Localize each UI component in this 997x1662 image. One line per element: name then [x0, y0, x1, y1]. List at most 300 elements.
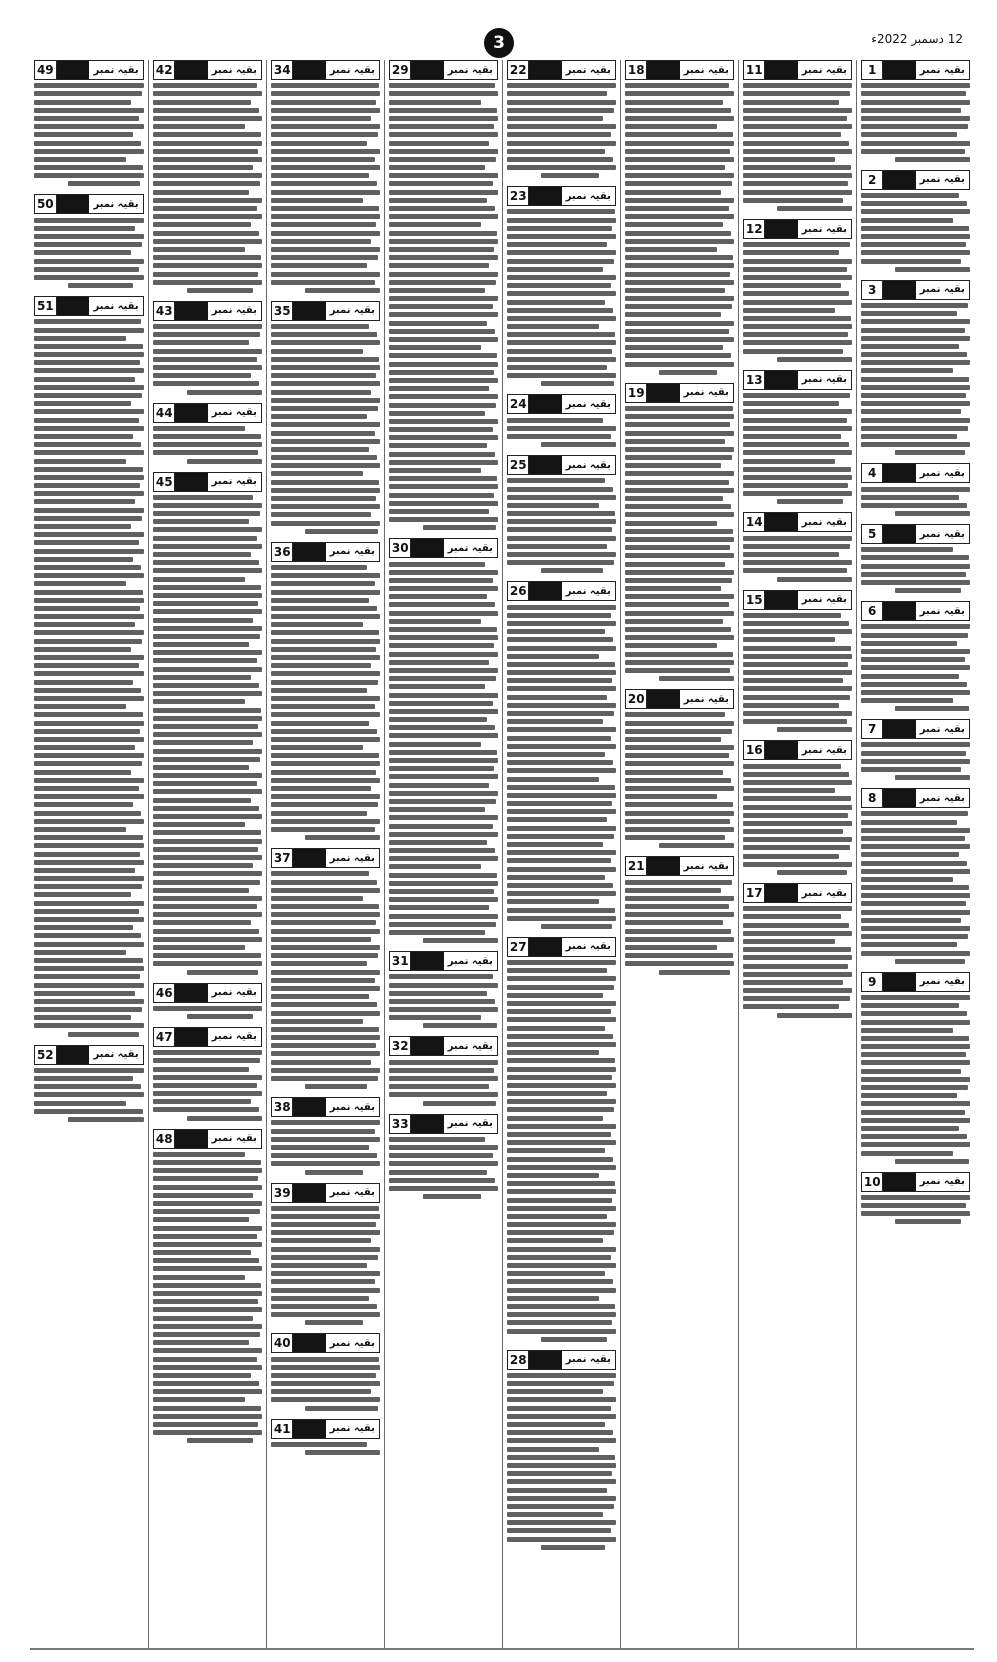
text-line	[271, 365, 380, 370]
text-line	[743, 198, 843, 203]
text-line	[625, 83, 729, 88]
notice-header	[389, 1036, 498, 1056]
text-line	[34, 1007, 142, 1012]
text-line	[389, 116, 498, 121]
notice-label: بقیہ نمبر	[798, 513, 852, 531]
text-line	[389, 452, 495, 457]
notice-label: بقیہ نمبر	[326, 61, 380, 79]
text-line	[861, 250, 970, 255]
text-line	[861, 409, 961, 414]
notice-label: بقیہ نمبر	[326, 1184, 380, 1202]
text-line	[861, 951, 970, 956]
text-line	[507, 1222, 616, 1227]
text-line	[389, 922, 496, 927]
notice-36	[271, 542, 380, 840]
text-line	[271, 1304, 377, 1309]
notice-black-bar	[765, 884, 797, 902]
text-line	[861, 124, 968, 129]
text-line	[153, 658, 257, 663]
text-line	[625, 819, 730, 824]
text-line	[507, 976, 616, 981]
notice-header	[34, 194, 144, 214]
notice-header	[743, 219, 852, 239]
text-line	[861, 901, 966, 906]
notice-label: بقیہ نمبر	[562, 187, 616, 205]
text-line	[659, 370, 717, 375]
text-line	[34, 991, 135, 996]
text-line	[153, 740, 253, 745]
text-line	[271, 1230, 380, 1235]
text-line	[861, 690, 970, 695]
text-line	[861, 1020, 970, 1025]
notice-header	[271, 60, 380, 80]
text-line	[153, 1258, 259, 1263]
notice-number: 31	[390, 952, 411, 970]
text-line	[507, 891, 616, 896]
text-line	[153, 961, 262, 966]
notice-black-bar	[765, 513, 797, 531]
text-line	[34, 1068, 144, 1073]
text-line	[507, 1214, 607, 1219]
text-line	[507, 727, 616, 732]
text-line	[507, 993, 603, 998]
text-line	[271, 1161, 380, 1166]
notice-black-bar	[293, 1420, 325, 1438]
text-line	[625, 173, 734, 178]
text-line	[861, 641, 957, 646]
text-line	[507, 124, 616, 129]
notice-number: 36	[272, 543, 293, 561]
text-line	[153, 1291, 262, 1296]
notice-body-text	[743, 536, 852, 582]
notice-number: 4	[862, 464, 883, 482]
text-line	[389, 157, 496, 162]
text-line	[389, 149, 498, 154]
text-line	[187, 288, 253, 293]
text-line	[389, 165, 485, 170]
text-line	[389, 1092, 498, 1097]
text-line	[34, 434, 133, 439]
notice-label: بقیہ نمبر	[208, 61, 262, 79]
text-line	[861, 434, 957, 439]
text-line	[34, 753, 144, 758]
text-line	[541, 1337, 607, 1342]
text-line	[743, 190, 852, 195]
text-line	[34, 557, 133, 562]
text-line	[507, 752, 605, 757]
text-line	[389, 411, 485, 416]
text-line	[34, 1023, 144, 1028]
text-line	[153, 1406, 261, 1411]
notice-14	[743, 512, 852, 581]
text-line	[743, 283, 841, 288]
notice-body-text	[625, 712, 734, 848]
text-line	[34, 165, 143, 170]
notice-black-bar	[175, 473, 207, 491]
notice-header	[271, 1333, 380, 1353]
notice-number: 40	[272, 1334, 293, 1352]
notice-body-text	[271, 871, 380, 1089]
text-line	[625, 611, 734, 616]
text-line	[153, 1283, 261, 1288]
notice-black-bar	[411, 1115, 443, 1133]
text-line	[743, 703, 839, 708]
text-line	[507, 719, 603, 724]
text-line	[507, 875, 605, 880]
text-line	[34, 581, 126, 586]
notice-25	[507, 455, 616, 573]
text-line	[187, 970, 258, 975]
notice-header	[743, 512, 852, 532]
notice-black-bar	[57, 61, 89, 79]
text-line	[625, 362, 734, 367]
notice-number: 19	[626, 384, 647, 402]
notice-number: 6	[862, 602, 883, 620]
text-line	[861, 682, 967, 687]
notice-body-text	[743, 613, 852, 733]
text-line	[389, 693, 498, 698]
notice-black-bar	[175, 61, 207, 79]
notice-header	[507, 60, 616, 80]
text-line	[153, 577, 245, 582]
text-line	[861, 649, 970, 654]
notice-body-text	[507, 960, 616, 1342]
text-line	[271, 149, 380, 154]
text-line	[271, 422, 380, 427]
text-line	[271, 390, 371, 395]
text-line	[389, 733, 498, 738]
text-line	[743, 678, 843, 683]
notice-label: بقیہ نمبر	[208, 1130, 262, 1148]
notice-black-bar	[293, 61, 325, 79]
notice-black-bar	[529, 456, 561, 474]
text-line	[861, 116, 970, 121]
notice-number: 16	[744, 741, 765, 759]
text-line	[743, 837, 852, 842]
notice-24	[507, 394, 616, 447]
column-1	[856, 60, 974, 1650]
notice-header	[34, 60, 144, 80]
notice-number: 2	[862, 171, 883, 189]
text-line	[34, 655, 144, 660]
text-line	[153, 181, 260, 186]
text-line	[34, 267, 139, 272]
text-line	[861, 193, 959, 198]
text-line	[153, 880, 260, 885]
text-line	[34, 688, 141, 693]
text-line	[153, 855, 262, 860]
text-line	[34, 860, 144, 865]
notice-label: بقیہ نمبر	[916, 602, 970, 620]
text-line	[305, 835, 380, 840]
text-line	[507, 132, 611, 137]
notice-number: 7	[862, 720, 883, 738]
text-line	[743, 629, 852, 634]
text-line	[271, 100, 376, 105]
text-line	[34, 876, 144, 881]
text-line	[271, 1214, 380, 1219]
text-line	[507, 209, 615, 214]
text-line	[861, 218, 953, 223]
text-line	[389, 889, 494, 894]
text-line	[507, 357, 616, 362]
text-line	[153, 618, 253, 623]
text-line	[861, 893, 970, 898]
text-line	[389, 701, 493, 706]
text-line	[507, 283, 611, 288]
notice-black-bar	[293, 1334, 325, 1352]
text-line	[389, 427, 493, 432]
notice-black-bar	[175, 302, 207, 320]
text-line	[861, 344, 959, 349]
text-line	[625, 345, 723, 350]
text-line	[153, 381, 259, 386]
text-line	[153, 442, 262, 447]
notice-4	[861, 463, 970, 516]
notice-number: 1	[862, 61, 883, 79]
text-line	[625, 594, 734, 599]
text-line	[625, 329, 729, 334]
notice-43	[153, 301, 262, 395]
text-line	[625, 961, 734, 966]
text-line	[153, 937, 262, 942]
text-line	[507, 1479, 616, 1484]
text-line	[625, 480, 729, 485]
footer-rule	[30, 1648, 974, 1650]
text-line	[34, 704, 126, 709]
text-line	[153, 749, 262, 754]
text-line	[625, 247, 717, 252]
text-line	[861, 352, 967, 357]
text-line	[743, 780, 852, 785]
text-line	[507, 858, 611, 863]
text-line	[507, 1296, 599, 1301]
notice-29	[389, 60, 498, 530]
notice-label: بقیہ نمبر	[798, 741, 852, 759]
text-line	[153, 1316, 253, 1321]
text-line	[271, 1035, 380, 1040]
text-line	[861, 209, 970, 214]
text-line	[153, 340, 249, 345]
text-line	[743, 181, 848, 186]
text-line	[507, 899, 599, 904]
text-line	[507, 1512, 603, 1517]
text-line	[861, 503, 967, 508]
text-line	[625, 198, 734, 203]
text-line	[625, 272, 730, 277]
text-line	[743, 670, 852, 675]
text-line	[507, 1463, 616, 1468]
text-line	[271, 937, 371, 942]
notice-number: 44	[154, 404, 175, 422]
notice-number: 17	[744, 884, 765, 902]
notice-number: 22	[508, 61, 529, 79]
text-line	[389, 198, 487, 203]
notice-body-text	[153, 83, 262, 293]
text-line	[153, 214, 262, 219]
text-line	[389, 999, 495, 1004]
text-line	[34, 401, 131, 406]
notice-header	[153, 301, 262, 321]
text-line	[389, 725, 495, 730]
text-line	[895, 775, 970, 780]
text-line	[153, 1067, 249, 1072]
text-line	[777, 577, 852, 582]
text-line	[271, 647, 376, 652]
text-line	[743, 132, 841, 137]
notice-body-text	[743, 83, 852, 211]
text-line	[271, 1060, 371, 1065]
notice-number: 47	[154, 1028, 175, 1046]
text-line	[153, 585, 261, 590]
text-line	[507, 1099, 616, 1104]
notice-number: 27	[508, 938, 529, 956]
notice-black-bar	[529, 1351, 561, 1369]
text-line	[389, 263, 489, 268]
text-line	[271, 1068, 380, 1073]
text-line	[507, 711, 614, 716]
text-line	[625, 545, 730, 550]
text-line	[507, 1173, 599, 1178]
notice-black-bar	[765, 220, 797, 238]
page-number: 3	[484, 28, 514, 58]
text-line	[389, 468, 481, 473]
text-line	[271, 1222, 376, 1227]
notice-22	[507, 60, 616, 178]
notice-body-text	[153, 426, 262, 464]
text-line	[389, 517, 498, 522]
notice-30	[389, 538, 498, 943]
text-line	[34, 983, 144, 988]
text-line	[389, 501, 498, 506]
text-line	[389, 799, 496, 804]
text-line	[271, 116, 371, 121]
text-line	[153, 667, 262, 672]
text-line	[743, 552, 839, 557]
text-line	[507, 108, 614, 113]
text-line	[153, 716, 262, 721]
notice-header	[507, 1350, 616, 1370]
text-line	[271, 811, 367, 816]
notice-body-text	[861, 995, 970, 1164]
notice-number: 24	[508, 395, 529, 413]
notice-header	[743, 740, 852, 760]
text-line	[271, 970, 380, 975]
text-line	[153, 912, 262, 917]
text-line	[861, 885, 969, 890]
text-line	[743, 536, 852, 541]
text-line	[34, 811, 141, 816]
text-line	[507, 1455, 615, 1460]
text-line	[507, 511, 615, 516]
text-line	[389, 337, 498, 342]
notice-black-bar	[529, 582, 561, 600]
text-line	[271, 214, 380, 219]
text-line	[34, 385, 144, 390]
text-line	[271, 398, 380, 403]
text-line	[271, 1442, 367, 1447]
text-line	[271, 349, 363, 354]
text-line	[153, 871, 262, 876]
text-line	[34, 368, 144, 373]
text-line	[34, 819, 144, 824]
notice-header	[153, 403, 262, 423]
text-line	[625, 471, 734, 476]
text-line	[153, 863, 253, 868]
text-line	[271, 1238, 371, 1243]
notice-label: بقیہ نمبر	[208, 404, 262, 422]
notice-header	[861, 280, 970, 300]
text-line	[153, 1414, 262, 1419]
notice-body-text	[625, 83, 734, 375]
notice-header	[389, 538, 498, 558]
text-line	[743, 813, 848, 818]
text-line	[34, 835, 143, 840]
text-line	[743, 560, 852, 565]
text-line	[625, 770, 723, 775]
text-line	[271, 1027, 379, 1032]
text-line	[34, 843, 144, 848]
text-line	[625, 712, 725, 717]
text-line	[861, 495, 959, 500]
text-line	[861, 1028, 953, 1033]
notice-number: 26	[508, 582, 529, 600]
text-line	[743, 401, 839, 406]
text-line	[153, 568, 262, 573]
text-line	[507, 503, 599, 508]
text-line	[507, 149, 605, 154]
text-line	[389, 1145, 498, 1150]
text-line	[271, 1381, 380, 1386]
text-line	[34, 83, 144, 88]
notice-body-text	[625, 406, 734, 681]
text-line	[625, 141, 734, 146]
text-line	[861, 665, 970, 670]
notice-header	[861, 170, 970, 190]
text-line	[625, 496, 723, 501]
notice-black-bar	[883, 464, 915, 482]
text-line	[861, 1036, 969, 1041]
text-line	[507, 1042, 616, 1047]
text-line	[187, 390, 262, 395]
text-line	[743, 788, 835, 793]
text-line	[34, 639, 142, 644]
text-line	[507, 495, 616, 500]
notice-label: بقیہ نمبر	[208, 473, 262, 491]
text-line	[507, 768, 616, 773]
text-line	[153, 822, 245, 827]
text-line	[271, 953, 378, 958]
notice-header	[861, 972, 970, 992]
notice-header	[861, 719, 970, 739]
column-2	[738, 60, 856, 1650]
text-line	[625, 296, 734, 301]
text-line	[34, 173, 144, 178]
text-line	[34, 671, 144, 676]
text-line	[271, 157, 375, 162]
notice-number: 25	[508, 456, 529, 474]
text-line	[271, 680, 378, 685]
text-line	[389, 873, 497, 878]
text-line	[423, 525, 496, 530]
text-line	[389, 83, 495, 88]
text-line	[861, 674, 959, 679]
notice-body-text	[861, 303, 970, 455]
text-line	[34, 614, 144, 619]
text-line	[271, 198, 363, 203]
text-line	[153, 642, 249, 647]
notice-body-text	[743, 242, 852, 362]
